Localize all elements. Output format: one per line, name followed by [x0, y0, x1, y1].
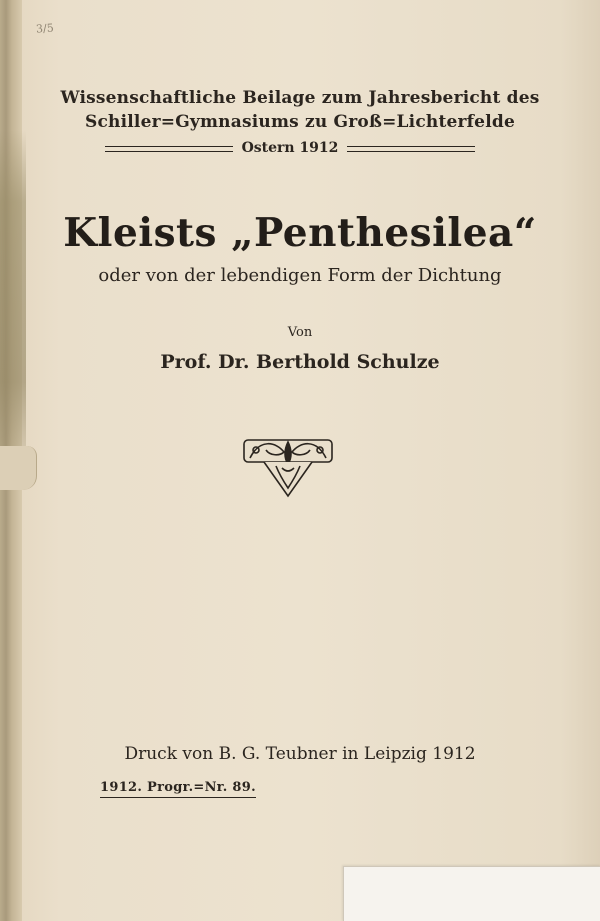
- pencil-mark: 3/5: [35, 21, 55, 36]
- ornament-icon: [240, 432, 336, 502]
- ostern-rule: [105, 139, 475, 159]
- printer-line: Druck von B. G. Teubner in Leipzig 1912: [124, 744, 476, 764]
- by-label: Von: [287, 325, 313, 340]
- torn-edge: [0, 446, 37, 490]
- spine-stain: [0, 130, 26, 490]
- document-title: Kleists „Penthesilea“: [63, 210, 537, 256]
- issue-date: Ostern 1912: [241, 140, 339, 156]
- double-rule-left: [105, 146, 233, 152]
- document-subtitle: oder von der lebendigen Form der Dichtung: [98, 265, 502, 286]
- double-rule-right: [347, 146, 475, 152]
- author-name: Prof. Dr. Berthold Schulze: [160, 351, 440, 373]
- header-line-1: Wissenschaftliche Beilage zum Jahresbericht des: [60, 88, 540, 108]
- program-number: 1912. Progr.=Nr. 89.: [100, 780, 256, 798]
- header-line-2: Schiller=Gymnasiums zu Groß=Lichterfelde: [85, 112, 515, 132]
- library-sticker: [343, 866, 600, 921]
